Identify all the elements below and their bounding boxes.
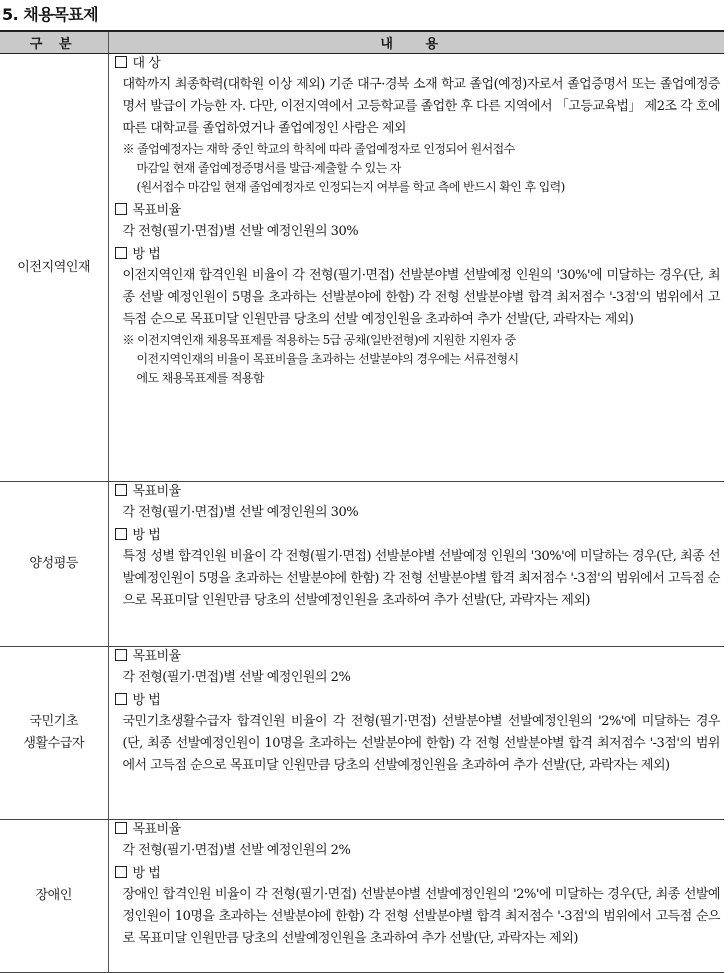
note: ※ 졸업예정자는 재학 중인 학교의 학칙에 따라 졸업예정자로 인정되어 원서접수 마감일 현재 졸업예정증명서를 발급·제출할 수 있는 자 (원서접수 마감일 현재 졸업예정자로 인정되는지 여부를 학교 측에 반드시 확인 후 입력) bbox=[122, 142, 565, 194]
section-text: 특정 성별 합격인원 비율이 각 전형(필기·면접) 선발분야별 선발예정 인원의 '30%'에 미달하는 경우(단, 최종 선발예정인원이 5명을 초과하는 선발분야에 한함) 각 전형 선발분야별 합격 최저점수 '-3점'의 범위에서 고득점 순으로 목표미달 인원만큼 당초의 선발예정인원을 초과하여 추가 선발(단, 과락자는 제외) bbox=[122, 549, 720, 608]
section-heading: 목표비율 bbox=[115, 647, 721, 667]
section-heading: 방 법 bbox=[115, 691, 721, 711]
checkbox-square-icon bbox=[115, 56, 127, 68]
recruitment-target-table bbox=[0, 30, 724, 973]
section-text: 이전지역인재 합격인원 비율이 각 전형(필기·면접) 선발분야별 선발예정 인원의 '30%'에 미달하는 경우(단, 최종 선발 예정인원이 5명을 초과하는 선발분야에 한함) 각 전형 선발분야별 합격 최저점수 '-3점'의 범위에서 고득점 순으로 목표미달 인원만큼 당초의 선발 예정인원을 초과하여 추가 선발(단, 과락자는 제외) bbox=[122, 268, 720, 327]
row-category: 이전지역인재 bbox=[0, 54, 108, 482]
row-content bbox=[108, 54, 724, 482]
row-content bbox=[108, 647, 724, 820]
checkbox-square-icon bbox=[115, 247, 127, 259]
checkbox-square-icon bbox=[115, 822, 127, 834]
section-title: 5. 채용목표제 bbox=[2, 5, 99, 24]
section-heading: 목표비율 bbox=[115, 820, 721, 840]
section-text: 국민기초생활수급자 합격인원 비율이 각 전형(필기·면접) 선발분야별 선발예정인원의 '2%'에 미달하는 경우(단, 최종 선발예정인원이 10명을 초과하는 선발분야에 한함) 각 전형 선발분야별 합격 최저점수 '-3점'의 범위에서 고득점 순으로 목표미달 인원만큼 당초의 선발예정인원을 초과하여 추가 선발(단, 과락자는 제외) bbox=[122, 714, 720, 773]
section-text: 각 전형(필기·면접)별 선발 예정인원의 30% bbox=[122, 224, 359, 239]
section-text: 각 전형(필기·면접)별 선발 예정인원의 30% bbox=[122, 505, 359, 520]
section-heading: 방 법 bbox=[115, 245, 721, 265]
section-heading: 목표비율 bbox=[115, 201, 721, 221]
checkbox-square-icon bbox=[115, 866, 127, 878]
section-heading: 대 상 bbox=[115, 54, 721, 74]
table-row bbox=[0, 647, 724, 820]
checkbox-square-icon bbox=[115, 484, 127, 496]
row-content bbox=[108, 820, 724, 973]
row-category: 국민기초 생활수급자 bbox=[0, 647, 108, 820]
section-text: 각 전형(필기·면접)별 선발 예정인원의 2% bbox=[122, 670, 351, 685]
section-heading: 방 법 bbox=[115, 526, 721, 546]
table-header-row bbox=[0, 31, 724, 54]
table-row bbox=[0, 54, 724, 482]
row-category: 양성평등 bbox=[0, 482, 108, 647]
header-category: 구 분 bbox=[0, 31, 108, 54]
checkbox-square-icon bbox=[115, 649, 127, 661]
section-heading: 목표비율 bbox=[115, 482, 721, 502]
table-row bbox=[0, 482, 724, 647]
section-heading: 방 법 bbox=[115, 864, 721, 884]
checkbox-square-icon bbox=[115, 203, 127, 215]
row-content bbox=[108, 482, 724, 647]
checkbox-square-icon bbox=[115, 693, 127, 705]
table-row bbox=[0, 820, 724, 973]
row-category: 장애인 bbox=[0, 820, 108, 973]
header-content: 내 용 bbox=[108, 31, 724, 54]
section-text: 대학까지 최종학력(대학원 이상 제외) 기준 대구·경북 소재 학교 졸업(예정)자로서 졸업증명서 또는 졸업예정증명서 발급이 가능한 자. 다만, 이전지역에서 고등학교를 졸업한 후 다른 지역에서 「고등교육법」 제2조 각 호에 따른 대학교를 졸업하였거나 졸업예정인 사람은 제외 bbox=[122, 77, 720, 136]
section-text: 각 전형(필기·면접)별 선발 예정인원의 2% bbox=[122, 843, 351, 858]
checkbox-square-icon bbox=[115, 528, 127, 540]
section-text: 장애인 합격인원 비율이 각 전형(필기·면접) 선발분야별 선발예정인원의 '2%'에 미달하는 경우(단, 최종 선발예정인원이 10명을 초과하는 선발분야에 한함) 각 전형 선발분야별 합격 최저점수 '-3점'의 범위에서 고득점 순으로 목표미달 인원만큼 당초의 선발예정인원을 초과하여 추가 선발(단, 과락자는 제외) bbox=[122, 887, 720, 946]
note: ※ 이전지역인재 채용목표제를 적용하는 5급 공채(일반전형)에 지원한 지원자 중 이전지역인재의 비율이 목표비율을 초과하는 선발분야의 경우에는 서류전형시 에도 채용목표제를 적용함 bbox=[122, 333, 519, 385]
